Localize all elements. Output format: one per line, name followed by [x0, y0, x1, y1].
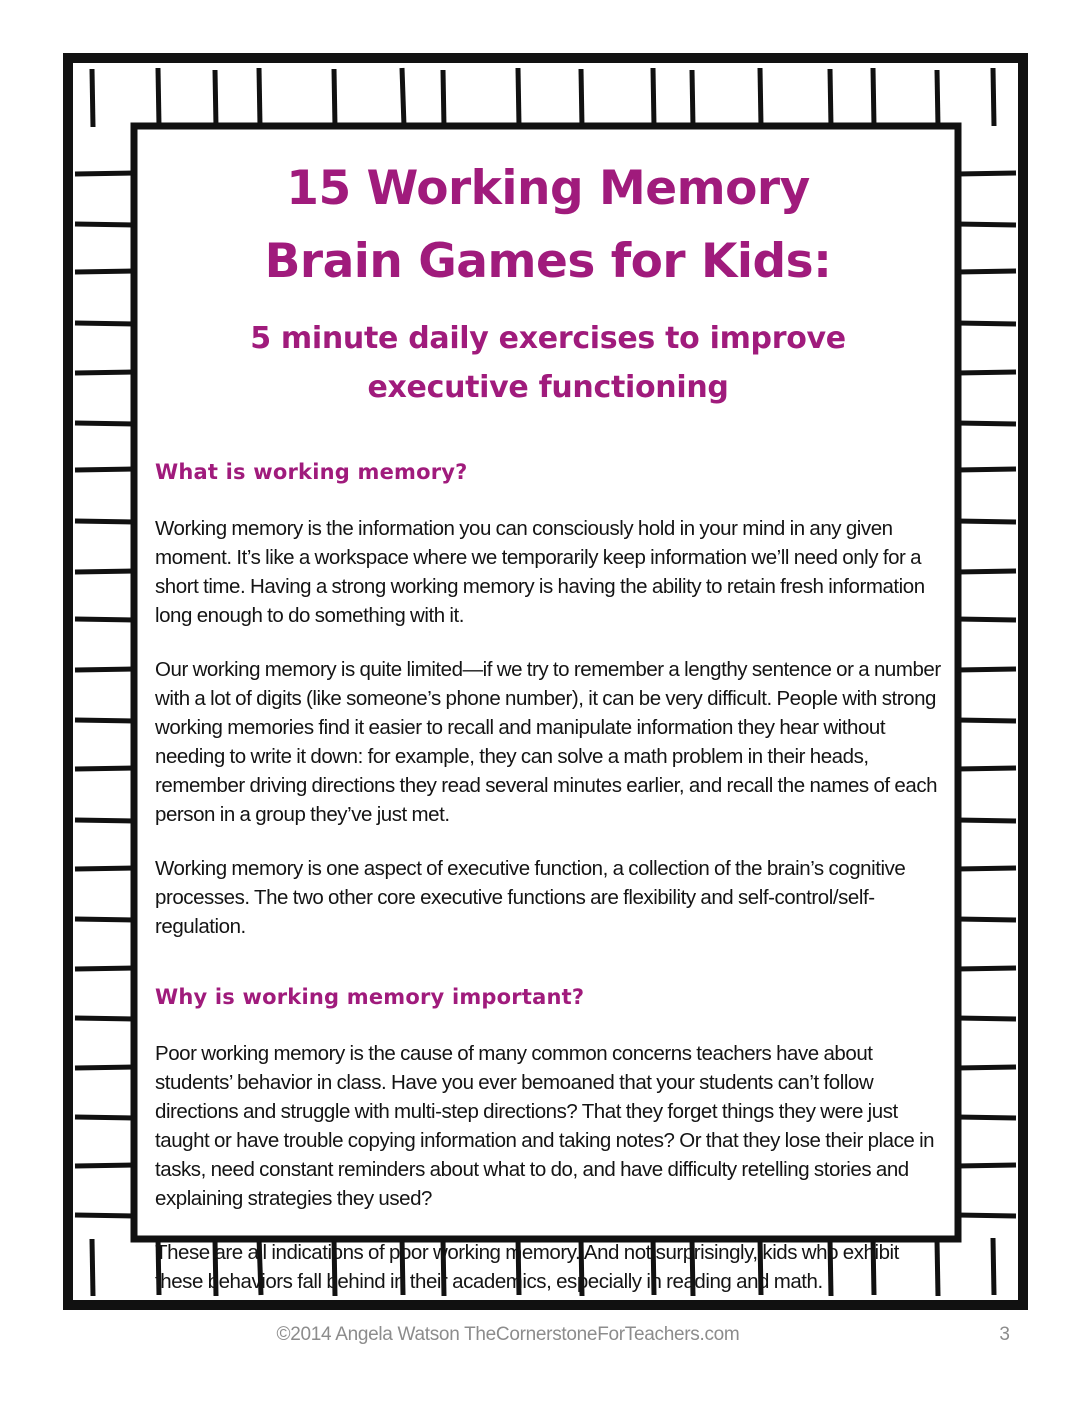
page-subtitle-line-2: executive functioning — [367, 369, 729, 405]
paragraph-what-2: Our working memory is quite limited—if we try to remember a lengthy sentence or a number with a lot of digits (like someone’s phone number), it can be very difficult. People with strong working memories find it easier to recall and manipulate information they hear without needing to write it down: for example, they can solve a math problem in their heads, remember driving directions they read several minutes earlier, and recall the names of each person in a group they’ve just met. — [155, 658, 941, 827]
page-subtitle-line-1: 5 minute daily exercises to improve — [250, 320, 846, 356]
paragraph-what-3: Working memory is one aspect of executive function, a collection of the brain’s cognitive processes. The two other core executive functions are flexibility and self-control/self-regulation. — [155, 857, 906, 939]
footer-copyright-credit: ©2014 Angela Watson TheCornerstoneForTeachers.com — [276, 1324, 740, 1345]
footer-page-number: 3 — [999, 1324, 1010, 1345]
page-title-line-2: Brain Games for Kids: — [264, 234, 832, 290]
page-footer — [63, 1324, 1028, 1354]
section-heading-why-is-working-memory-important: Why is working memory important? — [155, 985, 585, 1010]
section-heading-what-is-working-memory: What is working memory? — [155, 460, 468, 485]
paragraph-what-1: Working memory is the information you can consciously hold in your mind in any given moment. It’s like a workspace where we temporarily keep information we’ll need only for a short time. Having a strong working memory is having the ability to retain fresh information long enough to do something with it. — [155, 517, 925, 628]
document-content — [155, 140, 941, 1294]
paragraph-why-1: Poor working memory is the cause of many common concerns teachers have about students’ behavior in class. Have you ever bemoaned that your students can’t follow directions and struggle with multi-step directions? That they forget things they were just taught or have trouble copying information and taking notes? Or that they lose their place in tasks, need constant reminders about what to do, and have difficulty retelling stories and explaining strategies they used? — [155, 1042, 935, 1211]
document-title-block — [155, 152, 941, 412]
paragraph-why-2: These are all indications of poor working memory. And not surprisingly, kids who exhibit these behaviors fall behind in their academics, especially in reading and math. — [155, 1241, 899, 1294]
page-title-line-1: 15 Working Memory — [286, 161, 810, 216]
